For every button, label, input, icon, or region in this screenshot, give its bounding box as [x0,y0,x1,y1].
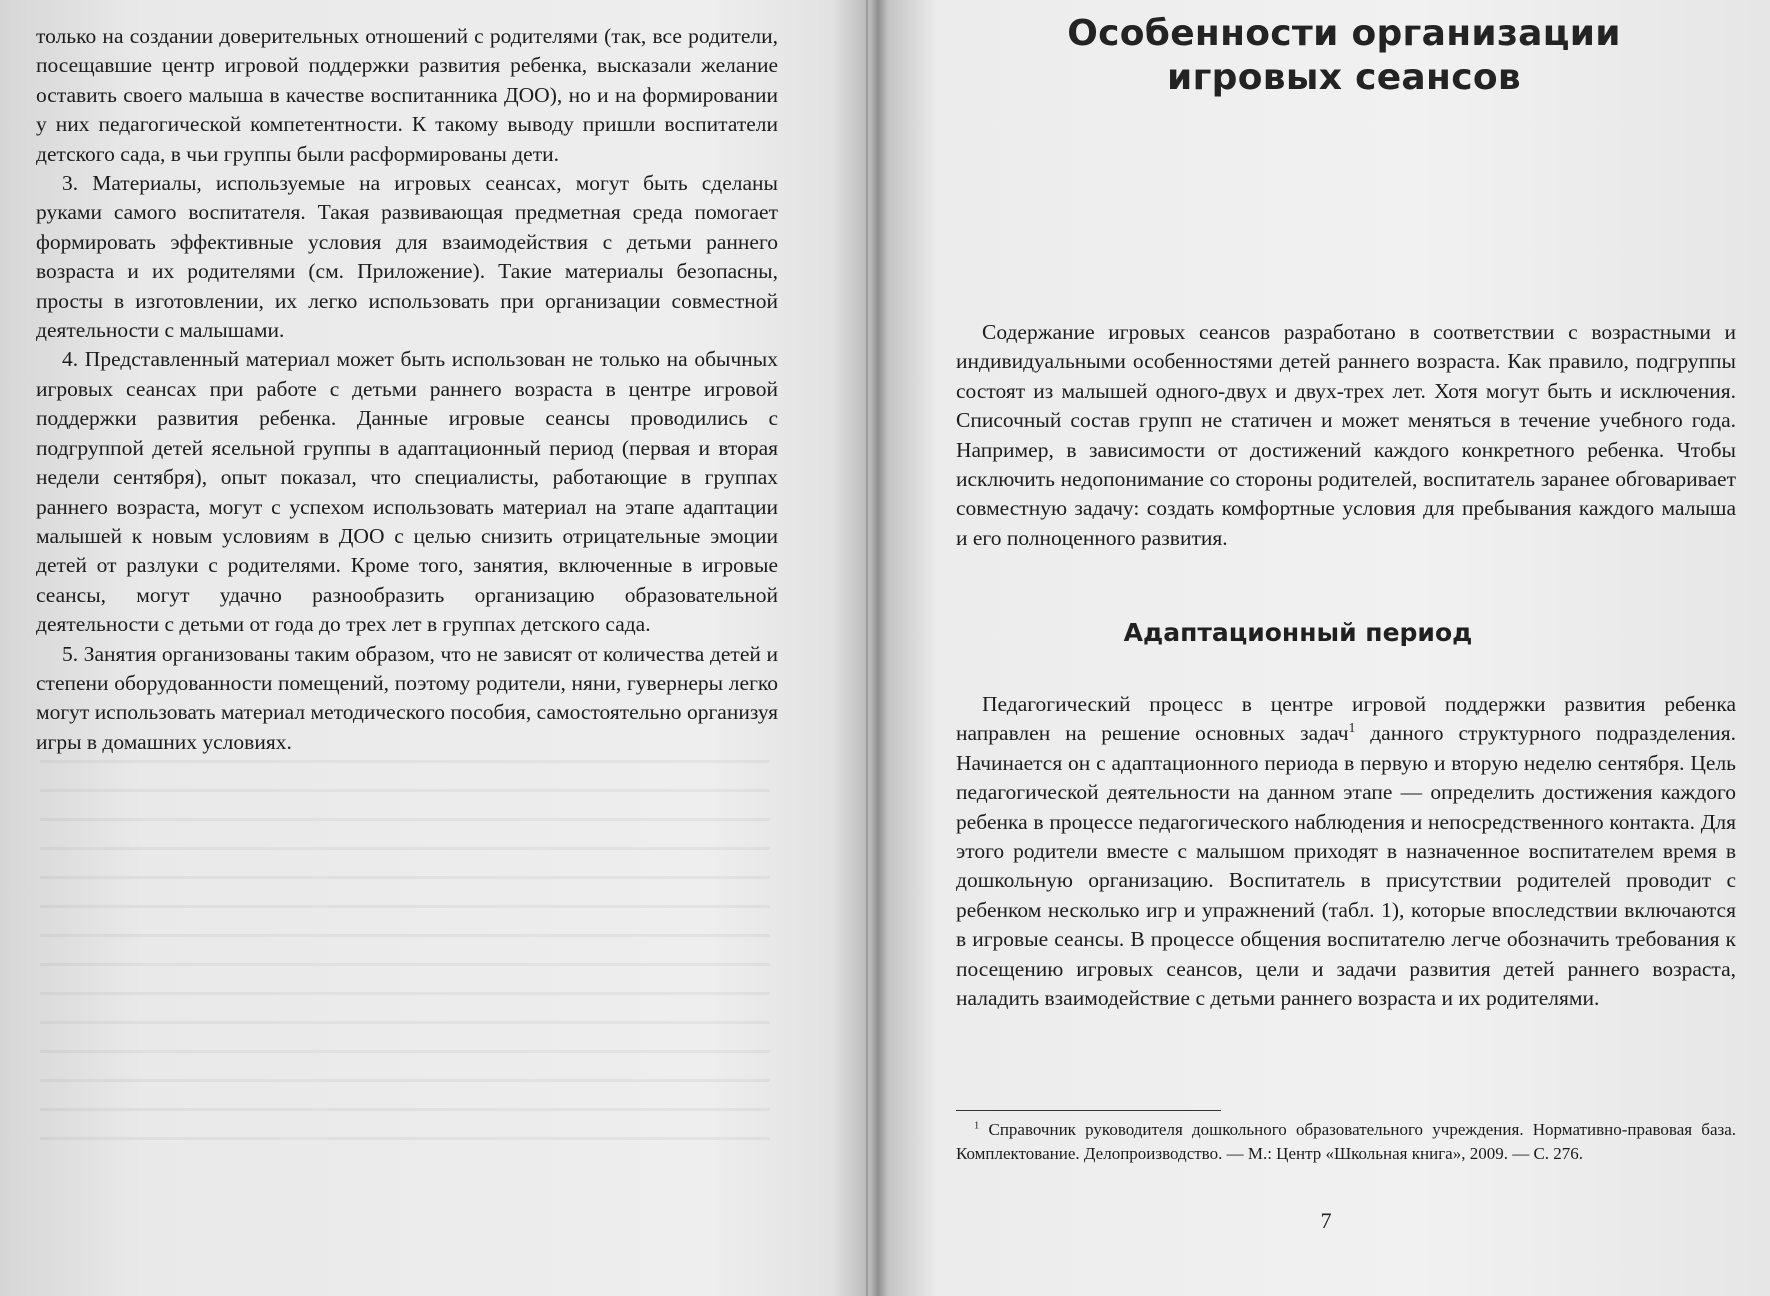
show-through-shadow [40,760,770,1160]
page-number: 7 [1320,1208,1332,1233]
section-paragraph-start: Педагогический процесс в центре игровой поддержки развития ребенка направлен на решение основных задач [956,692,1736,746]
paragraph-item-5: 5. Занятия организованы таким образом, что не зависят от количества детей и степени оборудованности помещений, поэтому родители, няни, гувернеры легко могут использовать материал методического пособия, самостоятельно организуя игры в домашних условиях. [36,641,778,754]
left-page-text [36,22,778,757]
intro-text [956,318,1736,553]
left-page [0,0,868,1296]
paragraph-continued: только на создании доверительных отношений с родителями (так, все родители, посещавшие центр игровой поддержки развития ребенка, высказали желание оставить своего малыша в качестве воспитанника ДОО), но и на формировании у них педагогической компетентности. К такому выводу пришли воспитатели детского сада, в чьи группы были расформированы дети. [36,24,778,166]
right-page [868,0,1770,1296]
footnote-divider [956,1110,1221,1111]
section-title: Адаптационный период [1123,618,1473,647]
paragraph-item-4: 4. Представленный материал может быть использован не только на обычных игровых сеансах при работе с детьми раннего возраста в центре игровой поддержки развития ребенка. Данные игровые сеансы проводились с подгруппой детей ясельной группы в адаптационный период (первая и вторая недели сентября), опыт показал, что специалисты, работающие в группах раннего возраста, могут с успехом использовать материал на этапе адаптации малышей к новым условиям в ДОО с целью снизить отрицательные эмоции детей от разлуки с родителями. Кроме того, занятия, включенные в игровые сеансы, могут удачно разнообразить организацию образовательной деятельности с детьми от года до трех лет в группах детского сада. [36,347,778,637]
section-paragraph [956,690,1736,1013]
footnote-marker: 1 [974,1120,980,1132]
footnote-text: Справочник руководителя дошкольного образовательного учреждения. Нормативно-правовая база. Комплектование. Делопроизводство. — М.: Центр «Школьная книга», 2009. — С. 276. [956,1120,1736,1163]
footnote-reference: 1 [1348,720,1356,736]
chapter-title: Особенности организации игровых сеансов [1067,13,1621,98]
section-text [956,690,1736,1013]
footnote [956,1118,1736,1166]
section-paragraph-end: данного структурного подразделения. Начинается он с адаптационного периода в первую и вторую неделю сентября. Цель педагогической деятельности на данном этапе — определить достижения каждого ребенка в процессе педагогического наблюдения и непосредственного контакта. Для этого родители вместе с малышом приходят в назначенное воспитателем время в дошкольную организацию. Воспитатель в присутствии родителей проводит с ребенком несколько игр и упражнений (табл. 1), которые впоследствии включаются в игровые сеансы. В процессе общения воспитателю легче обозначить требования к посещению игровых сеансов, цели и задачи развития детей раннего возраста, наладить взаимодействие с детьми раннего возраста и их родителями. [956,721,1736,1011]
paragraph-item-3: 3. Материалы, используемые на игровых сеансах, могут быть сделаны руками самого воспитателя. Такая развивающая предметная среда помогает формировать эффективные условия для взаимодействия с детьми раннего возраста и их родителями (см. Приложение). Такие материалы безопасны, просты в изготовлении, их легко использовать при организации совместной деятельности с малышами. [36,171,778,343]
intro-paragraph: Содержание игровых сеансов разработано в соответствии с возрастными и индивидуальными особенностями детей раннего возраста. Как правило, подгруппы состоят из малышей одного-двух и двух-трех лет. Хотя могут быть и исключения. Списочный состав групп не статичен и может меняться в течение учебного года. Например, в зависимости от достижений каждого конкретного ребенка. Чтобы исключить недопонимание со стороны родителей, воспитатель заранее обговаривает совместную задачу: создать комфортные условия для пребывания каждого малыша и его полноценного развития. [956,320,1736,550]
